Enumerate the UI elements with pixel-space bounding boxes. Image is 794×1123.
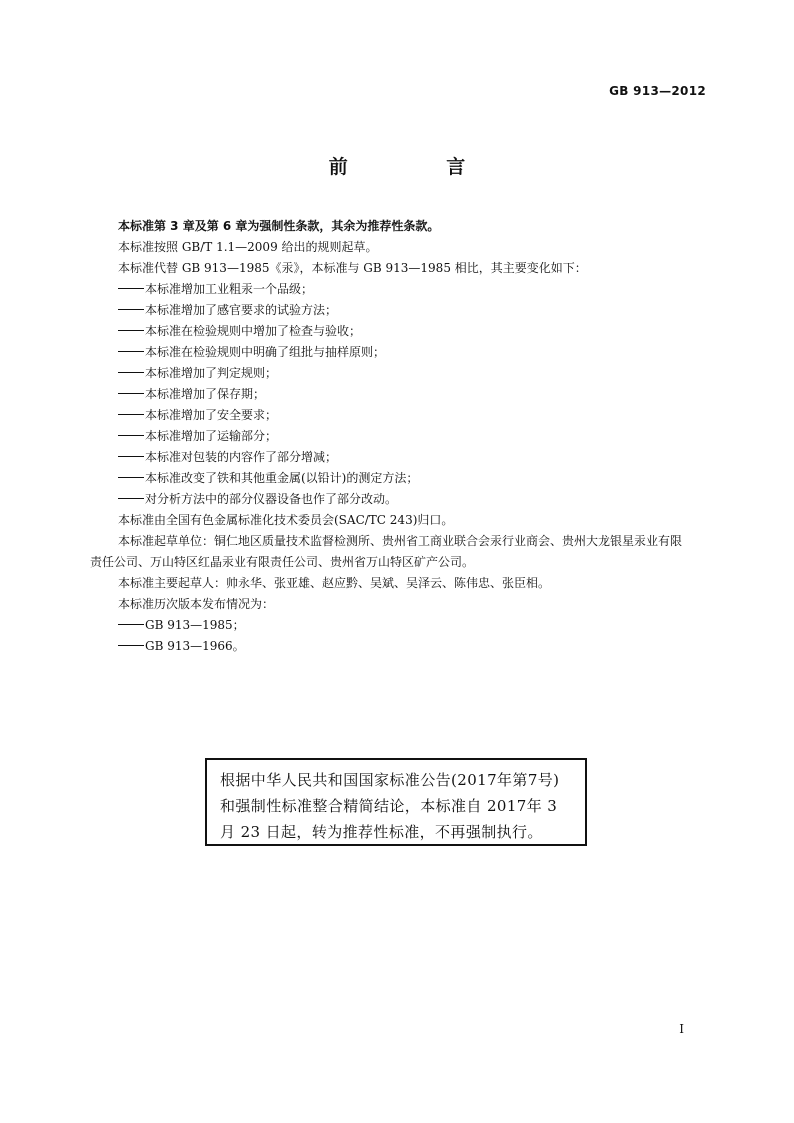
list-item: 本标准增加工业粗汞一个品级； (118, 279, 718, 300)
dash-mark (118, 645, 144, 647)
dash-mark (118, 456, 144, 458)
changes-list (118, 279, 718, 510)
replaces-paragraph: 本标准代替 GB 913—1985《汞》，本标准与 GB 913—1985 相比，其主要变化如下： (118, 261, 587, 275)
list-item: 本标准在检验规则中增加了检查与验收； (118, 321, 718, 342)
dash-mark (118, 498, 144, 500)
dash-mark (118, 477, 144, 479)
list-item: 本标准增加了运输部分； (118, 426, 718, 447)
page-number: I (679, 1022, 684, 1036)
foreword-body (90, 216, 718, 657)
standard-code: GB 913—2012 (609, 84, 706, 98)
list-item: 本标准增加了感官要求的试验方法； (118, 300, 718, 321)
list-item: 本标准增加了判定规则； (118, 363, 718, 384)
notice-text: 根据中华人民共和国国家标准公告(2017年第7号)和强制性标准整合精简结论，本标准自 2017年 3 月 23 日起，转为推荐性标准，不再强制执行。 (220, 771, 560, 841)
dash-mark (118, 393, 144, 395)
history-intro-paragraph: 本标准历次版本发布情况为： (118, 597, 275, 611)
drafting-rule-paragraph: 本标准按照 GB/T 1.1—2009 给出的规则起草。 (118, 240, 378, 254)
drafters-paragraph: 本标准主要起草人：帅永华、张亚雄、赵应黔、吴斌、吴泽云、陈伟忠、张臣相。 (118, 576, 551, 590)
committee-paragraph: 本标准由全国有色金属标准化技术委员会(SAC/TC 243)归口。 (118, 513, 454, 527)
dash-mark (118, 288, 144, 290)
dash-mark (118, 435, 144, 437)
list-item: 本标准增加了保存期； (118, 384, 718, 405)
list-item: 本标准对包装的内容作了部分增减； (118, 447, 718, 468)
list-item: GB 913—1966。 (118, 636, 718, 657)
page-title: 前 言 (328, 156, 512, 178)
list-item: 本标准在检验规则中明确了组批与抽样原则； (118, 342, 718, 363)
dash-mark (118, 330, 144, 332)
dash-mark (118, 372, 144, 374)
drafting-units-paragraph: 本标准起草单位：铜仁地区质量技术监督检测所、贵州省工商业联合会汞行业商会、贵州大龙银星汞业有限责任公司、万山特区红晶汞业有限责任公司、贵州省万山特区矿产公司。 (90, 534, 683, 569)
list-item: 对分析方法中的部分仪器设备也作了部分改动。 (118, 489, 718, 510)
list-item: 本标准增加了安全要求； (118, 405, 718, 426)
dash-mark (118, 624, 144, 626)
list-item: GB 913—1985； (118, 615, 718, 636)
list-item: 本标准改变了铁和其他重金属(以铅计)的测定方法； (118, 468, 718, 489)
notice-box (205, 758, 587, 846)
dash-mark (118, 309, 144, 311)
dash-mark (118, 414, 144, 416)
dash-mark (118, 351, 144, 353)
history-list (118, 615, 718, 657)
intro-paragraph: 本标准第 3 章及第 6 章为强制性条款，其余为推荐性条款。 (118, 219, 440, 233)
